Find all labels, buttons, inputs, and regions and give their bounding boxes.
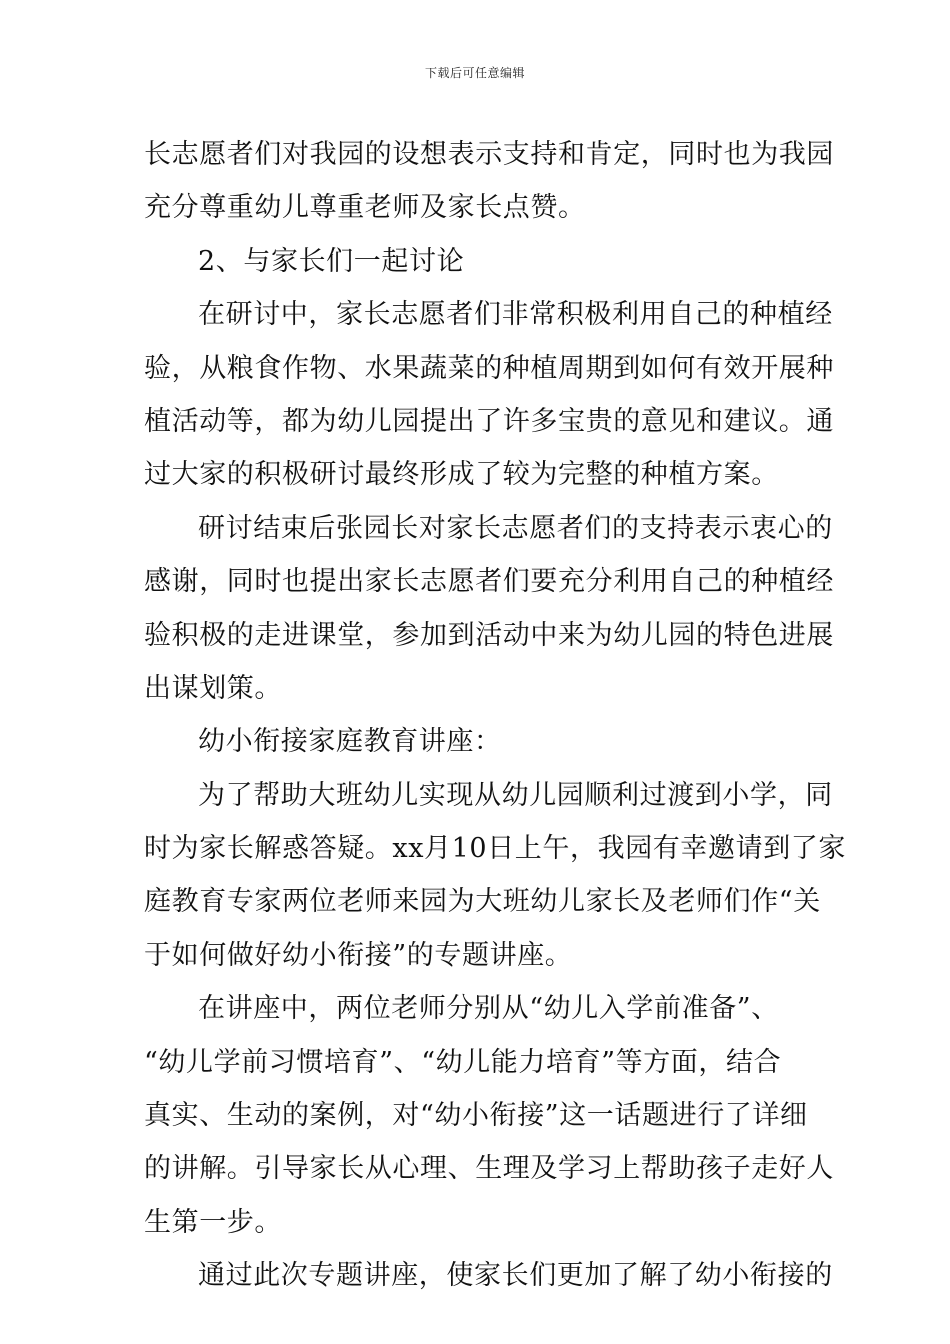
text-line: 充分尊重幼儿尊重老师及家长点赞。 — [144, 192, 586, 224]
document-body — [144, 128, 847, 1303]
text-line: 感谢，同时也提出家长志愿者们要充分利用自己的种植经 — [144, 566, 834, 598]
text-line: 真实、生动的案例，对“幼小衔接”这一话题进行了详细 — [144, 1100, 808, 1132]
text-line: “幼儿学前习惯培育”、“幼儿能力培育”等方面，结合 — [144, 1046, 782, 1078]
page-header: 下载后可任意编辑 — [424, 66, 525, 80]
paragraph-start: 研讨结束后张园长对家长志愿者们的支持表示衷心的 — [198, 512, 833, 544]
section-heading: 2、与家长们一起讨论 — [198, 245, 465, 277]
paragraph-start: 为了帮助大班幼儿实现从幼儿园顺利过渡到小学，同 — [198, 779, 833, 811]
text-line: 的讲解。引导家长从心理、生理及学习上帮助孩子走好人 — [144, 1153, 834, 1185]
text-line: 长志愿者们对我园的设想表示支持和肯定，同时也为我园 — [144, 139, 834, 170]
text-line: 验积极的走进课堂，参加到活动中来为幼儿园的特色进展 — [144, 619, 834, 651]
paragraph-start: 通过此次专题讲座，使家长们更加了解了幼小衔接的 — [198, 1260, 833, 1292]
text-line: 庭教育专家两位老师来园为大班幼儿家长及老师们作“关 — [144, 886, 821, 918]
text-line: 生第一步。 — [144, 1206, 282, 1238]
text-line: 时为家长解惑答疑。xx月10日上午，我园有幸邀请到了家 — [144, 833, 847, 865]
text-line: 植活动等，都为幼儿园提出了许多宝贵的意见和建议。通 — [144, 405, 834, 437]
text-line: 验，从粮食作物、水果蔬菜的种植周期到如何有效开展种 — [144, 352, 834, 384]
text-line: 于如何做好幼小衔接”的专题讲座。 — [144, 939, 573, 971]
section-heading: 幼小衔接家庭教育讲座： — [198, 726, 502, 758]
text-line: 过大家的积极研讨最终形成了较为完整的种植方案。 — [144, 459, 779, 491]
paragraph-start: 在讲座中，两位老师分别从“幼儿入学前准备”、 — [198, 993, 779, 1025]
paragraph-start: 在研讨中，家长志愿者们非常积极利用自己的种植经 — [198, 299, 833, 331]
text-line: 出谋划策。 — [144, 672, 282, 704]
